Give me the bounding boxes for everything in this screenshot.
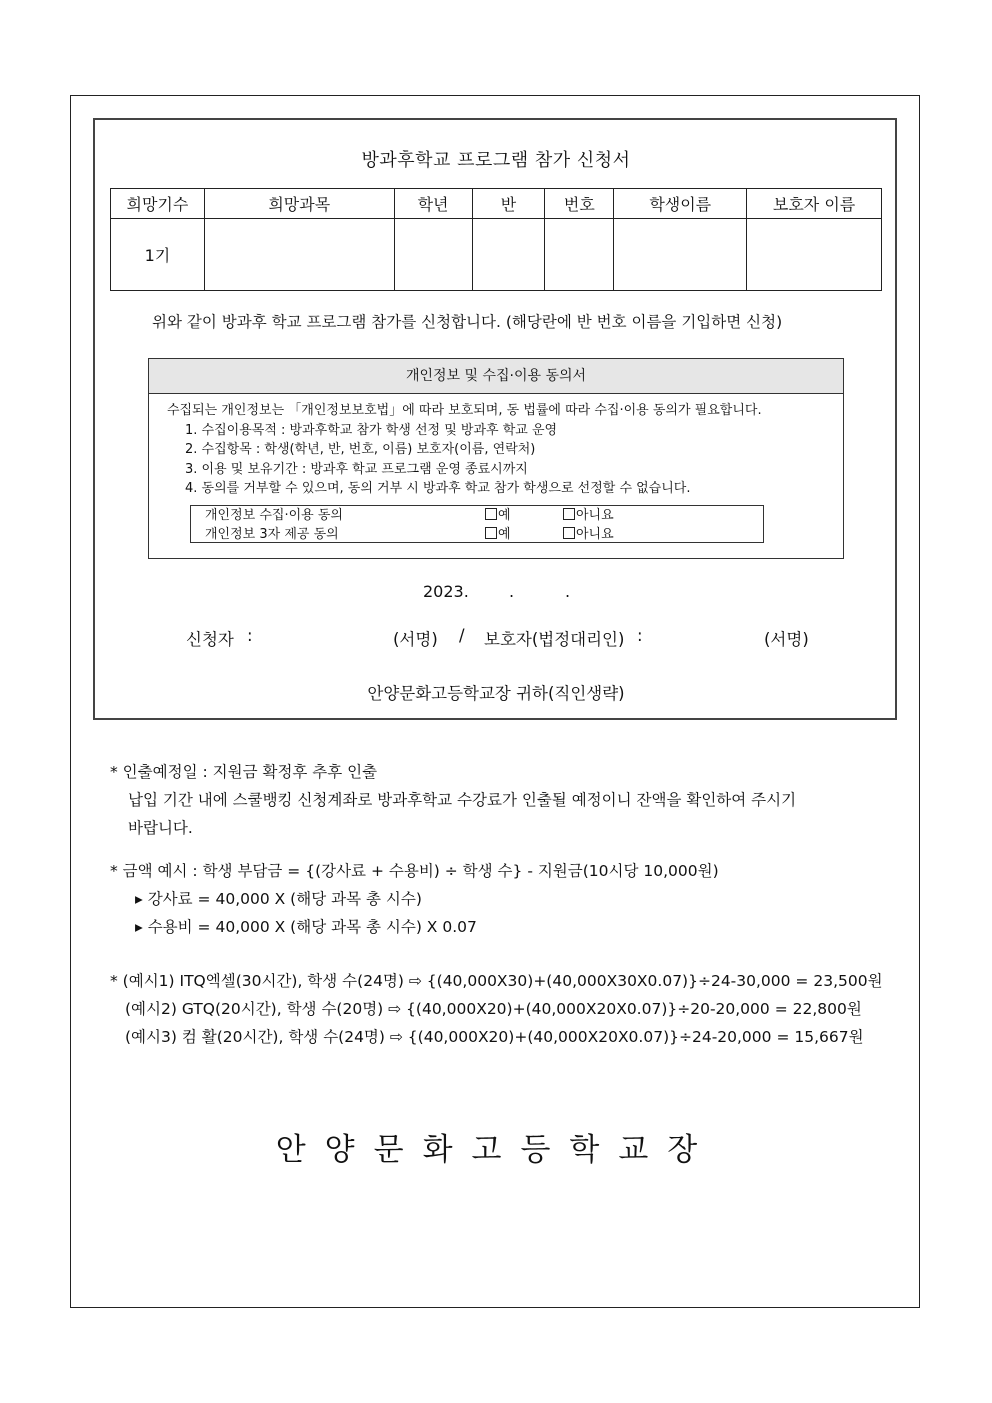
header-student-name: 학생이름 xyxy=(614,189,747,219)
date-month-dot: . xyxy=(509,582,515,601)
header-grade: 학년 xyxy=(394,189,472,219)
yes-label: 예 xyxy=(498,508,511,523)
consent-item: 3. 이용 및 보유기간 : 방과후 학교 프로그램 운영 종료시까지 xyxy=(185,461,528,477)
application-notice: 위와 같이 방과후 학교 프로그램 참가를 신청합니다. (해당란에 반 번호 이름을 기입하면 신청) xyxy=(152,313,783,331)
agree-yes-option[interactable] xyxy=(485,506,511,525)
header-cohort: 희망기수 xyxy=(111,189,205,219)
applicant-colon: : xyxy=(247,626,253,645)
date-year: 2023. xyxy=(423,582,469,601)
example-1: * (예시1) ITQ엑셀(30시간), 학생 수(24명) ⇨ {(40,000X30)+(40,000X30X0.07)}÷24-30,000 = 23,500원 xyxy=(110,972,883,990)
checkbox-icon[interactable] xyxy=(485,527,497,539)
applicant-label: 신청자 xyxy=(186,630,234,649)
agree-no-option[interactable] xyxy=(563,525,614,544)
checkbox-icon[interactable] xyxy=(563,508,575,520)
agreement-row-collection xyxy=(205,506,765,525)
date-day-dot: . xyxy=(565,582,571,601)
form-destination: 안양문화고등학교장 귀하(직인생략) xyxy=(367,684,625,703)
no-label: 아니요 xyxy=(576,527,614,542)
agreement-row-third-party xyxy=(205,525,765,544)
table-row xyxy=(111,219,882,291)
agreement-label: 개인정보 수집·이용 동의 xyxy=(205,508,343,523)
agree-yes-option[interactable] xyxy=(485,525,511,544)
cell-cohort: 1기 xyxy=(111,219,205,291)
sign-separator: / xyxy=(459,626,465,645)
guardian-sign[interactable]: (서명) xyxy=(764,630,809,649)
checkbox-icon[interactable] xyxy=(485,508,497,520)
instructor-fee-note: ▸ 강사료 = 40,000 X (해당 과목 총 시수) xyxy=(135,890,422,908)
yes-label: 예 xyxy=(498,527,511,542)
consent-intro: 수집되는 개인정보는 「개인정보보호법」에 따라 보호되며, 동 법률에 따라 수집·이용 동의가 필요합니다. xyxy=(167,403,762,418)
table-header-row xyxy=(111,189,882,219)
withdraw-note-end: 바랍니다. xyxy=(128,819,193,837)
withdraw-note-detail: 납입 기간 내에 스쿨뱅킹 신청계좌로 방과후학교 수강료가 인출될 예정이니 잔액을 확인하여 주시기 xyxy=(128,791,797,809)
no-label: 아니요 xyxy=(576,508,614,523)
agreement-box xyxy=(190,505,764,543)
cell-student-name[interactable] xyxy=(614,219,747,291)
agreement-label: 개인정보 3자 제공 동의 xyxy=(205,527,339,542)
applicant-sign[interactable]: (서명) xyxy=(393,630,438,649)
header-class: 반 xyxy=(472,189,545,219)
supply-fee-note: ▸ 수용비 = 40,000 X (해당 과목 총 시수) X 0.07 xyxy=(135,918,477,936)
header-subject: 희망과목 xyxy=(204,189,394,219)
cell-class[interactable] xyxy=(472,219,545,291)
header-guardian-name: 보호자 이름 xyxy=(747,189,882,219)
consent-body xyxy=(167,401,762,499)
application-table xyxy=(110,188,882,291)
cell-guardian-name[interactable] xyxy=(747,219,882,291)
checkbox-icon[interactable] xyxy=(563,527,575,539)
consent-item: 1. 수집이용목적 : 방과후학교 참가 학생 선정 및 방과후 학교 운영 xyxy=(185,422,558,438)
cell-grade[interactable] xyxy=(394,219,472,291)
guardian-colon: : xyxy=(637,626,643,645)
principal-title: 안양문화고등학교장 xyxy=(275,1132,717,1168)
consent-box xyxy=(148,358,844,559)
agree-no-option[interactable] xyxy=(563,506,614,525)
consent-item: 4. 동의를 거부할 수 있으며, 동의 거부 시 방과후 학교 참가 학생으로 선정할 수 없습니다. xyxy=(185,481,691,496)
withdraw-date-note: * 인출예정일 : 지원금 확정후 추후 인출 xyxy=(110,763,378,781)
amount-example-note: * 금액 예시 : 학생 부담금 = {(강사료 + 수용비) ÷ 학생 수} - 지원금(10시당 10,000원) xyxy=(110,862,719,880)
consent-heading: 개인정보 및 수집·이용 동의서 xyxy=(149,359,843,394)
form-title: 방과후학교 프로그램 참가 신청서 xyxy=(361,150,631,171)
cell-subject[interactable] xyxy=(204,219,394,291)
example-2: (예시2) GTQ(20시간), 학생 수(20명) ⇨ {(40,000X20)+(40,000X20X0.07)}÷20-20,000 = 22,800원 xyxy=(125,1000,862,1018)
example-3: (예시3) 컴 활(20시간), 학생 수(24명) ⇨ {(40,000X20)+(40,000X20X0.07)}÷24-20,000 = 15,667원 xyxy=(125,1028,864,1046)
cell-number[interactable] xyxy=(545,219,614,291)
header-number: 번호 xyxy=(545,189,614,219)
guardian-label: 보호자(법정대리인) xyxy=(484,630,625,649)
consent-item: 2. 수집항목 : 학생(학년, 반, 번호, 이름) 보호자(이름, 연락처) xyxy=(185,442,536,457)
